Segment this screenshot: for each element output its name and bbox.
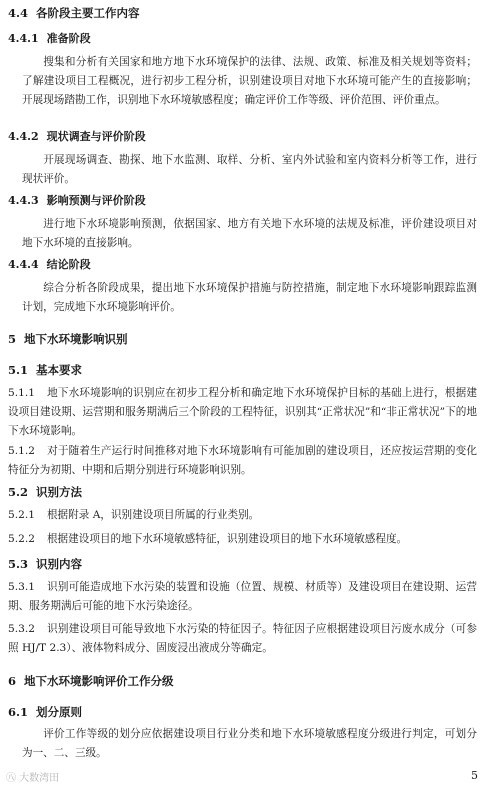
clause-number: 5.3.1 (8, 581, 35, 593)
paragraph (22, 151, 477, 189)
paragraph (22, 215, 477, 253)
paragraph (8, 442, 477, 480)
section-heading (8, 557, 490, 571)
section-heading (8, 6, 490, 20)
section-title: 结论阶段 (46, 258, 91, 271)
section-number: 5.1 (8, 363, 29, 377)
paragraph-text: 地下水环境影响的识别应在初步工程分析和确定地下水环境保护目标的基础上进行，根据建设项目建设期、运营期和服务期满后三个阶段的工程特征，识别其“正常状况”和“非正常状况”下的地下水环境影响。 (8, 387, 477, 437)
section-title: 识别内容 (36, 557, 83, 571)
section-heading (8, 258, 490, 272)
paragraph-text: 识别建设项目可能导致地下水污染的特征因子。特征因子应根据建设项目污废水成分（可参照 HJ/T 2.3）、液体物料成分、固废浸出液成分等确定。 (8, 623, 477, 654)
section-number: 5.2 (8, 485, 29, 499)
section-heading (8, 674, 490, 688)
section-number: 4.4.2 (8, 130, 39, 143)
section-heading (8, 705, 490, 719)
paragraph-text: 综合分析各阶段成果，提出地下水环境保护措施与防控措施，制定地下水环境影响跟踪监测计划，完成地下水环境影响评价。 (22, 282, 477, 313)
paragraph (8, 620, 477, 658)
page-number: 5 (471, 769, 478, 782)
section-heading (8, 32, 490, 46)
section-title: 地下水环境影响识别 (24, 332, 128, 346)
section-title: 基本要求 (36, 363, 83, 377)
paragraph (8, 578, 477, 616)
section-title: 准备阶段 (46, 32, 91, 45)
section-number: 5 (8, 332, 17, 346)
section-heading (8, 332, 490, 346)
clause-number: 5.3.2 (8, 623, 35, 635)
section-number: 6 (8, 674, 17, 688)
paragraph-text: 识别可能造成地下水污染的装置和设施（位置、规模、材质等）及建设项目在建设期、运营期、服务期满后可能的地下水污染途径。 (8, 581, 477, 612)
section-title: 识别方法 (36, 485, 83, 499)
paragraph-text: 搜集和分析有关国家和地方地下水环境保护的法律、法规、政策、标准及相关规划等资料；了解建设项目工程概况，进行初步工程分析，识别建设项目对地下水环境可能产生的直接影响；开展现场踏勘工作，识别地下水环境敏感程度；确定评价工作等级、评价范围、评价重点。 (22, 56, 477, 106)
section-title: 影响预测与评价阶段 (46, 194, 146, 207)
paragraph (22, 53, 477, 110)
paragraph-text: 根据建设项目的地下水环境敏感特征，识别建设项目的地下水环境敏感程度。 (46, 533, 408, 545)
paragraph-text: 进行地下水环境影响预测，依据国家、地方有关地下水环境的法规及标准，评价建设项目对地下水环境的直接影响。 (22, 218, 477, 249)
paragraph (8, 384, 477, 441)
paragraph (8, 506, 477, 525)
section-number: 5.3 (8, 557, 29, 571)
paragraph-text: 评价工作等级的划分应依据建设项目行业分类和地下水环境敏感程度分级进行判定，可划分为一、二、三级。 (22, 728, 477, 759)
paragraph (8, 530, 477, 549)
section-title: 现状调查与评价阶段 (46, 130, 146, 143)
section-number: 4.4.4 (8, 258, 39, 271)
clause-number: 5.1.1 (8, 387, 35, 399)
paragraph-text: 对于随着生产运行时间推移对地下水环境影响有可能加剧的建设项目，还应按运营期的变化特征分为初期、中期和后期分别进行环境影响识别。 (8, 445, 477, 476)
section-title: 各阶段主要工作内容 (36, 6, 140, 20)
section-heading (8, 485, 490, 499)
paragraph (22, 279, 477, 317)
clause-number: 5.1.2 (8, 445, 35, 457)
paragraph-text: 根据附录 A，识别建设项目所属的行业类别。 (46, 509, 260, 521)
section-heading (8, 363, 490, 377)
section-heading (8, 130, 490, 144)
clause-number: 5.2.1 (8, 509, 35, 521)
watermark: ㊇ 大数湾田 (6, 773, 60, 784)
section-number: 4.4 (8, 6, 29, 20)
clause-number: 5.2.2 (8, 533, 35, 545)
paragraph-text: 开展现场调查、勘探、地下水监测、取样、分析、室内外试验和室内资料分析等工作，进行现状评价。 (22, 154, 477, 185)
page-footer (0, 769, 490, 787)
section-number: 4.4.1 (8, 32, 39, 45)
paragraph (22, 725, 477, 763)
section-number: 4.4.3 (8, 194, 39, 207)
section-title: 划分原则 (36, 705, 83, 719)
section-heading (8, 194, 490, 208)
section-number: 6.1 (8, 705, 29, 719)
section-title: 地下水环境影响评价工作分级 (24, 674, 174, 688)
